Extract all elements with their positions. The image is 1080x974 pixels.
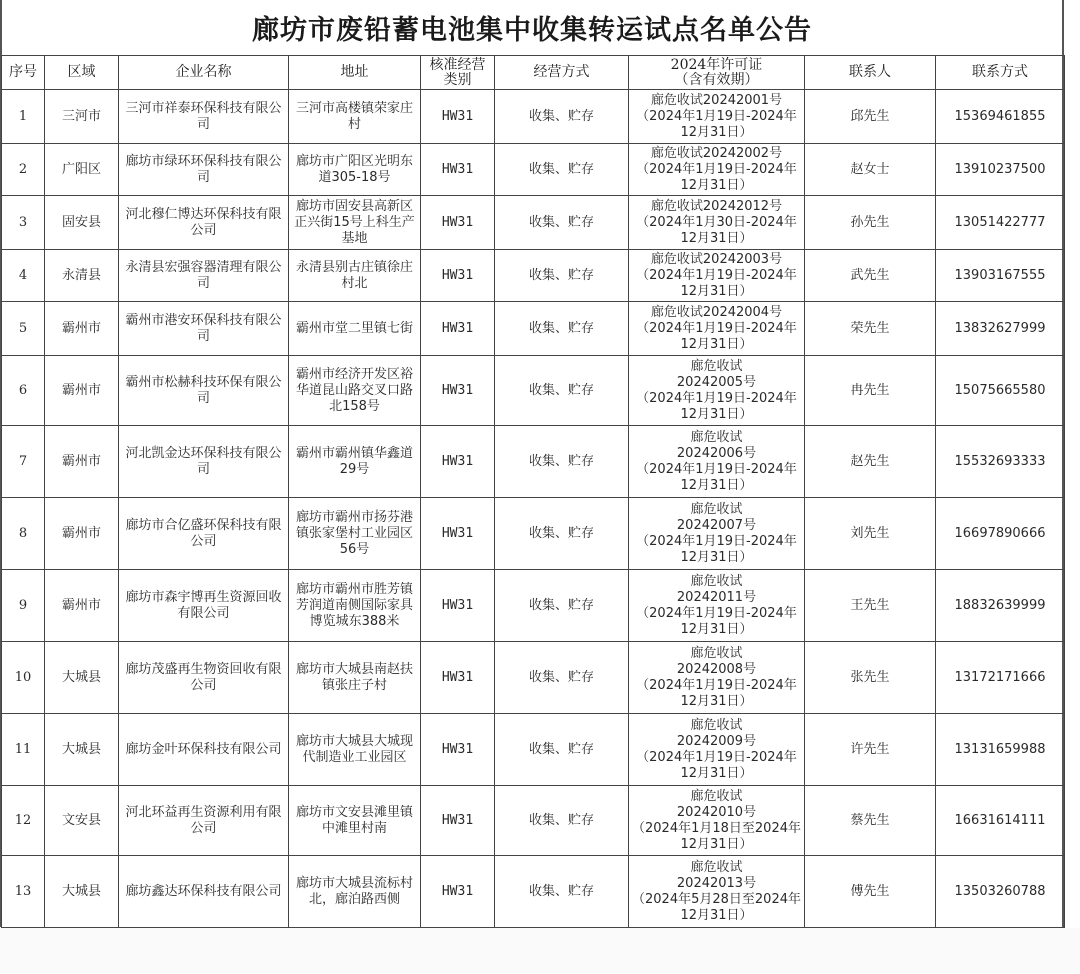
- permit-line: 12月31日）: [680, 230, 753, 246]
- cell-address: 霸州市霸州镇华鑫道29号: [289, 426, 421, 498]
- cell-district: 永清县: [45, 250, 119, 302]
- table-row: [2, 250, 1065, 302]
- permit-line: 廊危收试20242003号: [650, 251, 783, 267]
- permit-line: 12月31日）: [680, 336, 753, 352]
- cell-mode: 收集、贮存: [495, 856, 629, 928]
- cell-address: 霸州市经济开发区裕华道昆山路交叉口路北158号: [289, 356, 421, 426]
- permit-line: （2024年1月30日-2024年: [636, 214, 797, 230]
- cell-permit: [629, 786, 805, 856]
- table-row: [2, 714, 1065, 786]
- cell-permit: [629, 714, 805, 786]
- cell-district: 霸州市: [45, 356, 119, 426]
- cell-mode: 收集、贮存: [495, 196, 629, 250]
- permit-line: 廊危收试: [690, 429, 743, 445]
- table-row: [2, 426, 1065, 498]
- table-row: [2, 498, 1065, 570]
- cell-permit: [629, 498, 805, 570]
- cell-category: HW31: [421, 714, 495, 786]
- cell-district: 霸州市: [45, 498, 119, 570]
- cell-address: 廊坊市霸州市胜芳镇芳润道南侧国际家具博览城东388米: [289, 570, 421, 642]
- cell-mode: 收集、贮存: [495, 786, 629, 856]
- cell-phone: 16697890666: [936, 498, 1065, 570]
- permit-line: 12月31日）: [680, 124, 753, 140]
- header-mode: 经营方式: [495, 56, 629, 90]
- permit-line: 廊危收试: [690, 645, 743, 661]
- cell-category: HW31: [421, 250, 495, 302]
- header-permit: [629, 56, 805, 90]
- cell-seq: 8: [2, 498, 45, 570]
- permit-line: 廊危收试20242012号: [650, 198, 783, 214]
- table-row: [2, 786, 1065, 856]
- cell-phone: 15075665580: [936, 356, 1065, 426]
- cell-seq: 9: [2, 570, 45, 642]
- cell-seq: 1: [2, 90, 45, 144]
- permit-line: （2024年1月19日-2024年: [636, 161, 797, 177]
- cell-seq: 3: [2, 196, 45, 250]
- cell-permit: [629, 144, 805, 196]
- cell-address: 霸州市堂二里镇七街: [289, 302, 421, 356]
- permit-line: 12月31日）: [680, 177, 753, 193]
- permit-line: （2024年1月18日至2024年: [632, 820, 801, 836]
- page-bottom-margin: [0, 928, 1080, 974]
- permit-line: 廊危收试: [690, 573, 743, 589]
- cell-mode: 收集、贮存: [495, 250, 629, 302]
- permit-line: 20242010号: [676, 804, 757, 820]
- header-permit-line2: （含有效期）: [674, 71, 759, 88]
- cell-contact: 冉先生: [805, 356, 936, 426]
- cell-phone: 15532693333: [936, 426, 1065, 498]
- table-row: [2, 90, 1065, 144]
- cell-seq: 12: [2, 786, 45, 856]
- permit-line: 12月31日）: [680, 693, 753, 709]
- permit-line: 20242005号: [676, 374, 757, 390]
- permit-line: （2024年1月19日-2024年: [636, 749, 797, 765]
- cell-seq: 10: [2, 642, 45, 714]
- cell-permit: [629, 356, 805, 426]
- cell-mode: 收集、贮存: [495, 426, 629, 498]
- permit-line: 廊危收试20242001号: [650, 92, 783, 108]
- cell-address: 廊坊市文安县滩里镇中滩里村南: [289, 786, 421, 856]
- cell-company: 廊坊市合亿盛环保科技有限公司: [119, 498, 289, 570]
- cell-category: HW31: [421, 786, 495, 856]
- cell-district: 大城县: [45, 856, 119, 928]
- cell-seq: 2: [2, 144, 45, 196]
- cell-address: 廊坊市固安县高新区正兴街15号上科生产基地: [289, 196, 421, 250]
- cell-company: 廊坊市森宇博再生资源回收有限公司: [119, 570, 289, 642]
- table-row: [2, 570, 1065, 642]
- cell-seq: 4: [2, 250, 45, 302]
- header-contact: 联系人: [805, 56, 936, 90]
- permit-line: 12月31日）: [680, 765, 753, 781]
- cell-contact: 蔡先生: [805, 786, 936, 856]
- cell-category: HW31: [421, 144, 495, 196]
- cell-seq: 11: [2, 714, 45, 786]
- cell-mode: 收集、贮存: [495, 642, 629, 714]
- cell-phone: 13503260788: [936, 856, 1065, 928]
- cell-category: HW31: [421, 90, 495, 144]
- cell-company: 河北凯金达环保科技有限公司: [119, 426, 289, 498]
- cell-contact: 赵女士: [805, 144, 936, 196]
- permit-line: 12月31日）: [680, 283, 753, 299]
- permit-line: （2024年1月19日-2024年: [636, 605, 797, 621]
- cell-phone: 13172171666: [936, 642, 1065, 714]
- cell-district: 霸州市: [45, 570, 119, 642]
- permit-line: 廊危收试: [690, 788, 743, 804]
- cell-company: 三河市祥泰环保科技有限公司: [119, 90, 289, 144]
- table-row: [2, 196, 1065, 250]
- cell-permit: [629, 90, 805, 144]
- cell-company: 河北环益再生资源利用有限公司: [119, 786, 289, 856]
- permit-line: （2024年1月19日-2024年: [636, 461, 797, 477]
- cell-mode: 收集、贮存: [495, 356, 629, 426]
- cell-company: 廊坊茂盛再生物资回收有限公司: [119, 642, 289, 714]
- cell-mode: 收集、贮存: [495, 90, 629, 144]
- cell-phone: 13910237500: [936, 144, 1065, 196]
- cell-phone: 13131659988: [936, 714, 1065, 786]
- cell-category: HW31: [421, 570, 495, 642]
- cell-contact: 傅先生: [805, 856, 936, 928]
- table-header-row: [2, 56, 1065, 90]
- cell-company: 河北穆仁博达环保科技有限公司: [119, 196, 289, 250]
- cell-seq: 13: [2, 856, 45, 928]
- table-row: [2, 856, 1065, 928]
- cell-district: 广阳区: [45, 144, 119, 196]
- cell-mode: 收集、贮存: [495, 714, 629, 786]
- permit-line: 20242006号: [676, 445, 757, 461]
- cell-company: 廊坊鑫达环保科技有限公司: [119, 856, 289, 928]
- cell-permit: [629, 302, 805, 356]
- permit-line: 20242013号: [676, 875, 757, 891]
- cell-permit: [629, 250, 805, 302]
- cell-address: 廊坊市大城县大城现代制造业工业园区: [289, 714, 421, 786]
- cell-district: 大城县: [45, 714, 119, 786]
- permit-line: 20242007号: [676, 517, 757, 533]
- cell-category: HW31: [421, 196, 495, 250]
- table-row: [2, 144, 1065, 196]
- table-row: [2, 302, 1065, 356]
- cell-mode: 收集、贮存: [495, 570, 629, 642]
- permit-line: 12月31日）: [680, 836, 753, 852]
- cell-address: 廊坊市大城县流标村北，廊泊路西侧: [289, 856, 421, 928]
- cell-contact: 刘先生: [805, 498, 936, 570]
- permit-line: 12月31日）: [680, 621, 753, 637]
- cell-contact: 王先生: [805, 570, 936, 642]
- cell-contact: 许先生: [805, 714, 936, 786]
- cell-permit: [629, 570, 805, 642]
- cell-seq: 7: [2, 426, 45, 498]
- table-row: [2, 642, 1065, 714]
- cell-permit: [629, 642, 805, 714]
- permit-line: （2024年5月28日至2024年: [632, 891, 801, 907]
- cell-phone: 15369461855: [936, 90, 1065, 144]
- cell-permit: [629, 426, 805, 498]
- cell-category: HW31: [421, 356, 495, 426]
- header-seq: 序号: [2, 56, 45, 90]
- pilot-list-table: [1, 55, 1065, 928]
- permit-line: 20242009号: [676, 733, 757, 749]
- cell-mode: 收集、贮存: [495, 302, 629, 356]
- permit-line: （2024年1月19日-2024年: [636, 390, 797, 406]
- cell-phone: 13903167555: [936, 250, 1065, 302]
- cell-district: 文安县: [45, 786, 119, 856]
- permit-line: 12月31日）: [680, 406, 753, 422]
- cell-contact: 邱先生: [805, 90, 936, 144]
- cell-contact: 赵先生: [805, 426, 936, 498]
- header-category-line2: 类别: [443, 71, 472, 88]
- cell-district: 霸州市: [45, 426, 119, 498]
- permit-line: 20242008号: [676, 661, 757, 677]
- cell-address: 廊坊市霸州市扬芬港镇张家堡村工业园区56号: [289, 498, 421, 570]
- permit-line: 12月31日）: [680, 549, 753, 565]
- cell-category: HW31: [421, 426, 495, 498]
- cell-company: 永清县宏强容器清理有限公司: [119, 250, 289, 302]
- permit-line: 廊危收试: [690, 501, 743, 517]
- cell-contact: 荣先生: [805, 302, 936, 356]
- cell-address: 三河市高楼镇荣家庄村: [289, 90, 421, 144]
- permit-line: 廊危收试20242004号: [650, 304, 783, 320]
- permit-line: （2024年1月19日-2024年: [636, 533, 797, 549]
- cell-category: HW31: [421, 856, 495, 928]
- cell-permit: [629, 196, 805, 250]
- cell-district: 大城县: [45, 642, 119, 714]
- cell-contact: 张先生: [805, 642, 936, 714]
- cell-address: 廊坊市广阳区光明东道305-18号: [289, 144, 421, 196]
- cell-company: 霸州市港安环保科技有限公司: [119, 302, 289, 356]
- cell-district: 固安县: [45, 196, 119, 250]
- permit-line: 廊危收试20242002号: [650, 145, 783, 161]
- cell-district: 三河市: [45, 90, 119, 144]
- cell-district: 霸州市: [45, 302, 119, 356]
- cell-permit: [629, 856, 805, 928]
- cell-company: 廊坊金叶环保科技有限公司: [119, 714, 289, 786]
- cell-phone: 13832627999: [936, 302, 1065, 356]
- cell-category: HW31: [421, 642, 495, 714]
- permit-line: 廊危收试: [690, 358, 743, 374]
- cell-phone: 13051422777: [936, 196, 1065, 250]
- cell-mode: 收集、贮存: [495, 498, 629, 570]
- table-body: [2, 90, 1065, 928]
- cell-company: 廊坊市绿环环保科技有限公司: [119, 144, 289, 196]
- header-phone: 联系方式: [936, 56, 1065, 90]
- permit-line: 12月31日）: [680, 907, 753, 923]
- table-row: [2, 356, 1065, 426]
- header-category: [421, 56, 495, 90]
- cell-phone: 18832639999: [936, 570, 1065, 642]
- cell-seq: 5: [2, 302, 45, 356]
- cell-contact: 武先生: [805, 250, 936, 302]
- permit-line: 廊危收试: [690, 859, 743, 875]
- permit-line: （2024年1月19日-2024年: [636, 320, 797, 336]
- header-company: 企业名称: [119, 56, 289, 90]
- cell-category: HW31: [421, 302, 495, 356]
- header-district: 区域: [45, 56, 119, 90]
- permit-line: （2024年1月19日-2024年: [636, 108, 797, 124]
- header-address: 地址: [289, 56, 421, 90]
- permit-line: 20242011号: [676, 589, 757, 605]
- cell-phone: 16631614111: [936, 786, 1065, 856]
- cell-mode: 收集、贮存: [495, 144, 629, 196]
- permit-line: 廊危收试: [690, 717, 743, 733]
- permit-line: （2024年1月19日-2024年: [636, 267, 797, 283]
- cell-address: 永清县别古庄镇徐庄村北: [289, 250, 421, 302]
- cell-company: 霸州市松赫科技环保有限公司: [119, 356, 289, 426]
- permit-line: （2024年1月19日-2024年: [636, 677, 797, 693]
- header-permit-line1: 2024年许可证: [670, 56, 763, 73]
- permit-line: 12月31日）: [680, 477, 753, 493]
- cell-category: HW31: [421, 498, 495, 570]
- cell-seq: 6: [2, 356, 45, 426]
- cell-address: 廊坊市大城县南赵扶镇张庄子村: [289, 642, 421, 714]
- document-title: 廊坊市废铅蓄电池集中收集转运试点名单公告: [252, 15, 812, 46]
- cell-contact: 孙先生: [805, 196, 936, 250]
- header-category-line1: 核准经营: [429, 56, 486, 73]
